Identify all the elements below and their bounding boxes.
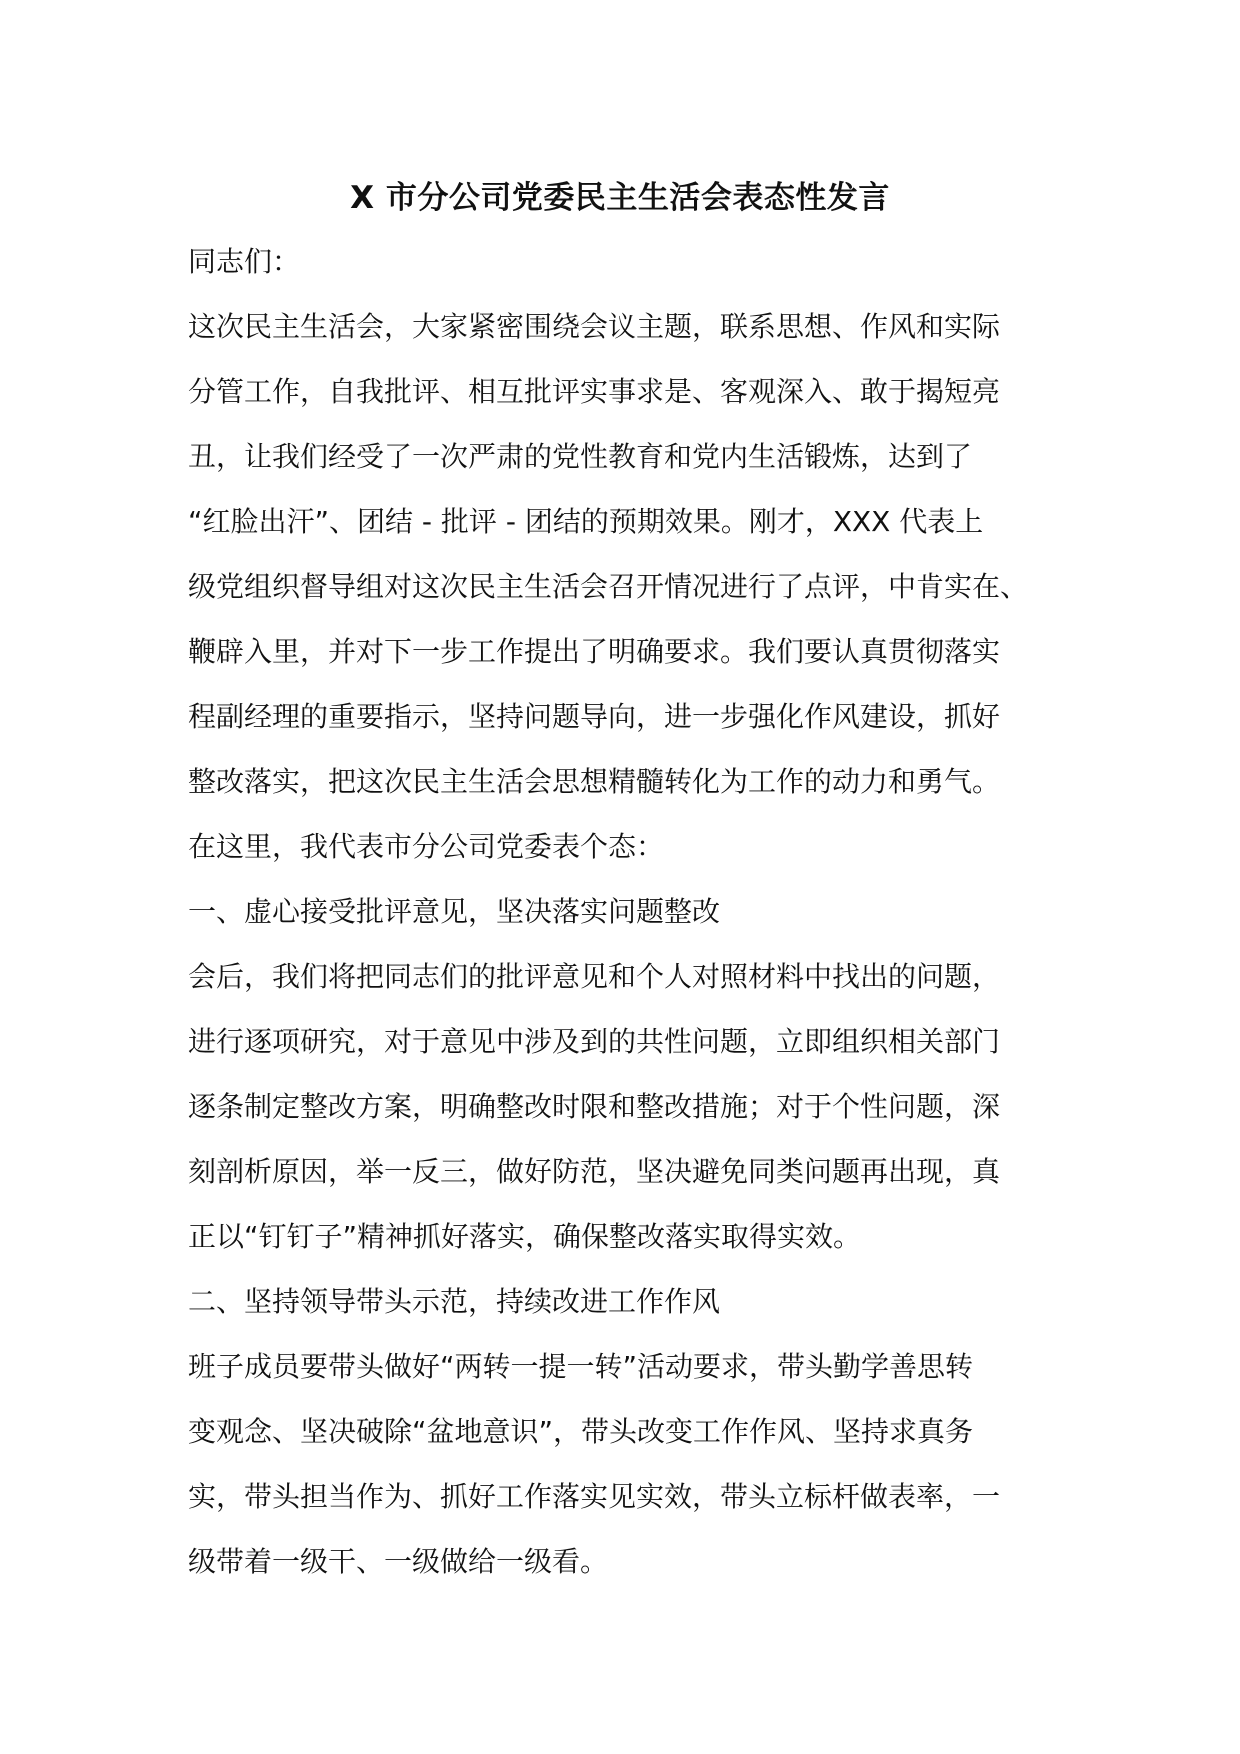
paragraph-line: “红脸出汗”、团结 - 批评 - 团结的预期效果。刚才，XXX 代表上 xyxy=(188,505,984,538)
paragraph-line: 分管工作，自我批评、相互批评实事求是、客观深入、敢于揭短亮 xyxy=(188,375,1001,408)
paragraph-line: 鞭辟入里，并对下一步工作提出了明确要求。我们要认真贯彻落实 xyxy=(188,635,1001,668)
paragraph-line: 这次民主生活会，大家紧密围绕会议主题，联系思想、作风和实际 xyxy=(188,310,1001,343)
paragraph-line: 程副经理的重要指示，坚持问题导向，进一步强化作风建设，抓好 xyxy=(188,700,1001,733)
paragraph-line: 级带着一级干、一级做给一级看。 xyxy=(188,1545,609,1578)
paragraph-line: 在这里，我代表市分公司党委表个态： xyxy=(188,830,665,863)
document-body xyxy=(188,242,1088,1607)
paragraph-line: 会后，我们将把同志们的批评意见和个人对照材料中找出的问题， xyxy=(188,960,1001,993)
document-title: X 市分公司党委民主生活会表态性发言 xyxy=(350,180,890,216)
section-heading: 一、虚心接受批评意见，坚决落实问题整改 xyxy=(188,895,721,928)
salutation: 同志们： xyxy=(188,245,301,278)
paragraph-line: 逐条制定整改方案，明确整改时限和整改措施；对于个性问题，深 xyxy=(188,1090,1001,1123)
paragraph-line: 正以“钉钉子”精神抓好落实，确保整改落实取得实效。 xyxy=(188,1220,862,1253)
paragraph-line: 级党组织督导组对这次民主生活会召开情况进行了点评，中肯实在、 xyxy=(188,570,1029,603)
section-heading: 二、坚持领导带头示范，持续改进工作作风 xyxy=(188,1285,721,1318)
paragraph-line: 变观念、坚决破除“盆地意识”，带头改变工作作风、坚持求真务 xyxy=(188,1415,974,1448)
paragraph-line: 整改落实，把这次民主生活会思想精髓转化为工作的动力和勇气。 xyxy=(188,765,1001,798)
paragraph-line: 丑，让我们经受了一次严肃的党性教育和党内生活锻炼，达到了 xyxy=(188,440,973,473)
paragraph-line: 刻剖析原因，举一反三，做好防范，坚决避免同类问题再出现，真 xyxy=(188,1155,1001,1188)
paragraph-line: 实，带头担当作为、抓好工作落实见实效，带头立标杆做表率，一 xyxy=(188,1480,1001,1513)
paragraph-line: 班子成员要带头做好“两转一提一转”活动要求，带头勤学善思转 xyxy=(188,1350,974,1383)
paragraph-line: 进行逐项研究，对于意见中涉及到的共性问题，立即组织相关部门 xyxy=(188,1025,1001,1058)
